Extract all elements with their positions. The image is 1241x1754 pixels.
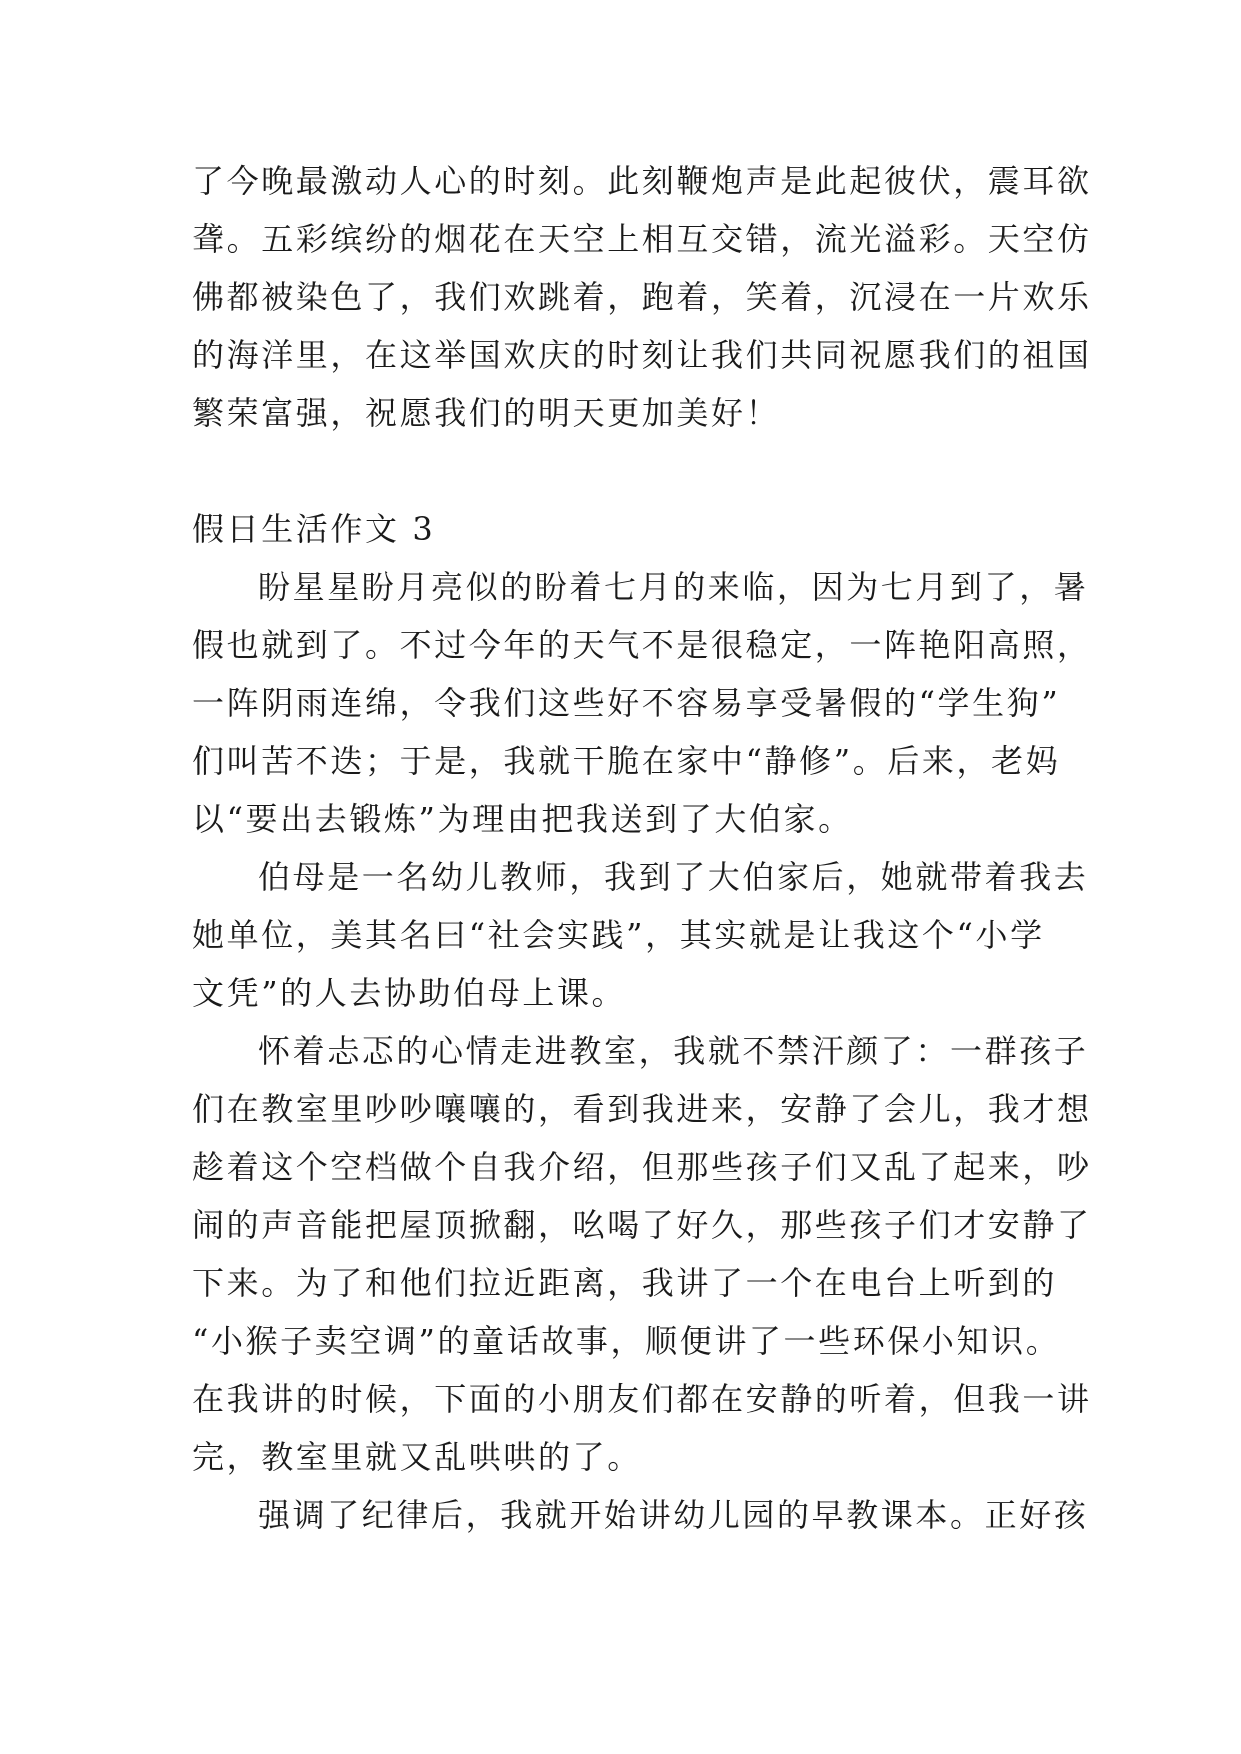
paragraph-2 xyxy=(192,848,1089,1022)
text-line: 趁着这个空档做个自我介绍，但那些孩子们又乱了起来，吵 xyxy=(192,1148,1092,1186)
text-line: 在我讲的时候，下面的小朋友们都在安静的听着，但我一讲 xyxy=(192,1380,1092,1418)
text-line: 们在教室里吵吵嚷嚷的，看到我进来，安静了会儿，我才想 xyxy=(192,1090,1092,1128)
text-line: 怀着忐忑的心情走进教室，我就不禁汗颜了：一群孩子 xyxy=(258,1032,1089,1070)
paragraph-3 xyxy=(192,1022,1092,1486)
text-line: 聋。五彩缤纷的烟花在天空上相互交错，流光溢彩。天空仿 xyxy=(192,220,1092,258)
text-line: 下来。为了和他们拉近距离，我讲了一个在电台上听到的 xyxy=(192,1264,1058,1302)
text-line: 的海洋里，在这举国欢庆的时刻让我们共同祝愿我们的祖国 xyxy=(192,336,1092,374)
text-line: 闹的声音能把屋顶掀翻，吆喝了好久，那些孩子们才安静了 xyxy=(192,1206,1092,1244)
text-line: 繁荣富强，祝愿我们的明天更加美好！ xyxy=(192,394,781,432)
text-column xyxy=(192,152,1092,1544)
text-line: 佛都被染色了，我们欢跳着，跑着，笑着，沉浸在一片欢乐 xyxy=(192,278,1092,316)
text-line: 一阵阴雨连绵，令我们这些好不容易享受暑假的“学生狗” xyxy=(192,684,1061,722)
paragraph-1 xyxy=(192,558,1092,848)
intro-paragraph xyxy=(192,152,1092,442)
text-line: 文凭”的人去协助伯母上课。 xyxy=(192,974,627,1012)
paragraph-4 xyxy=(192,1486,1089,1544)
section-gap xyxy=(192,442,1052,500)
text-line: 了今晚最激动人心的时刻。此刻鞭炮声是此起彼伏，震耳欲 xyxy=(192,162,1092,200)
text-line: 她单位，美其名曰“社会实践”，其实就是让我这个“小学 xyxy=(192,916,1045,954)
text-line: 盼星星盼月亮似的盼着七月的来临，因为七月到了，暑 xyxy=(258,568,1089,606)
text-line: “小猴子卖空调”的童话故事，顺便讲了一些环保小知识。 xyxy=(192,1322,1061,1360)
text-line: 完，教室里就又乱哄哄的了。 xyxy=(192,1438,642,1476)
text-line: 伯母是一名幼儿教师，我到了大伯家后，她就带着我去 xyxy=(258,858,1089,896)
text-line: 们叫苦不迭；于是，我就干脆在家中“静修”。后来，老妈 xyxy=(192,742,1061,780)
section-title: 假日生活作文 3 xyxy=(192,510,436,548)
text-line: 以“要出去锻炼”为理由把我送到了大伯家。 xyxy=(192,800,853,838)
text-line: 假也就到了。不过今年的天气不是很稳定，一阵艳阳高照， xyxy=(192,626,1092,664)
text-line: 强调了纪律后，我就开始讲幼儿园的早教课本。正好孩 xyxy=(258,1496,1089,1534)
